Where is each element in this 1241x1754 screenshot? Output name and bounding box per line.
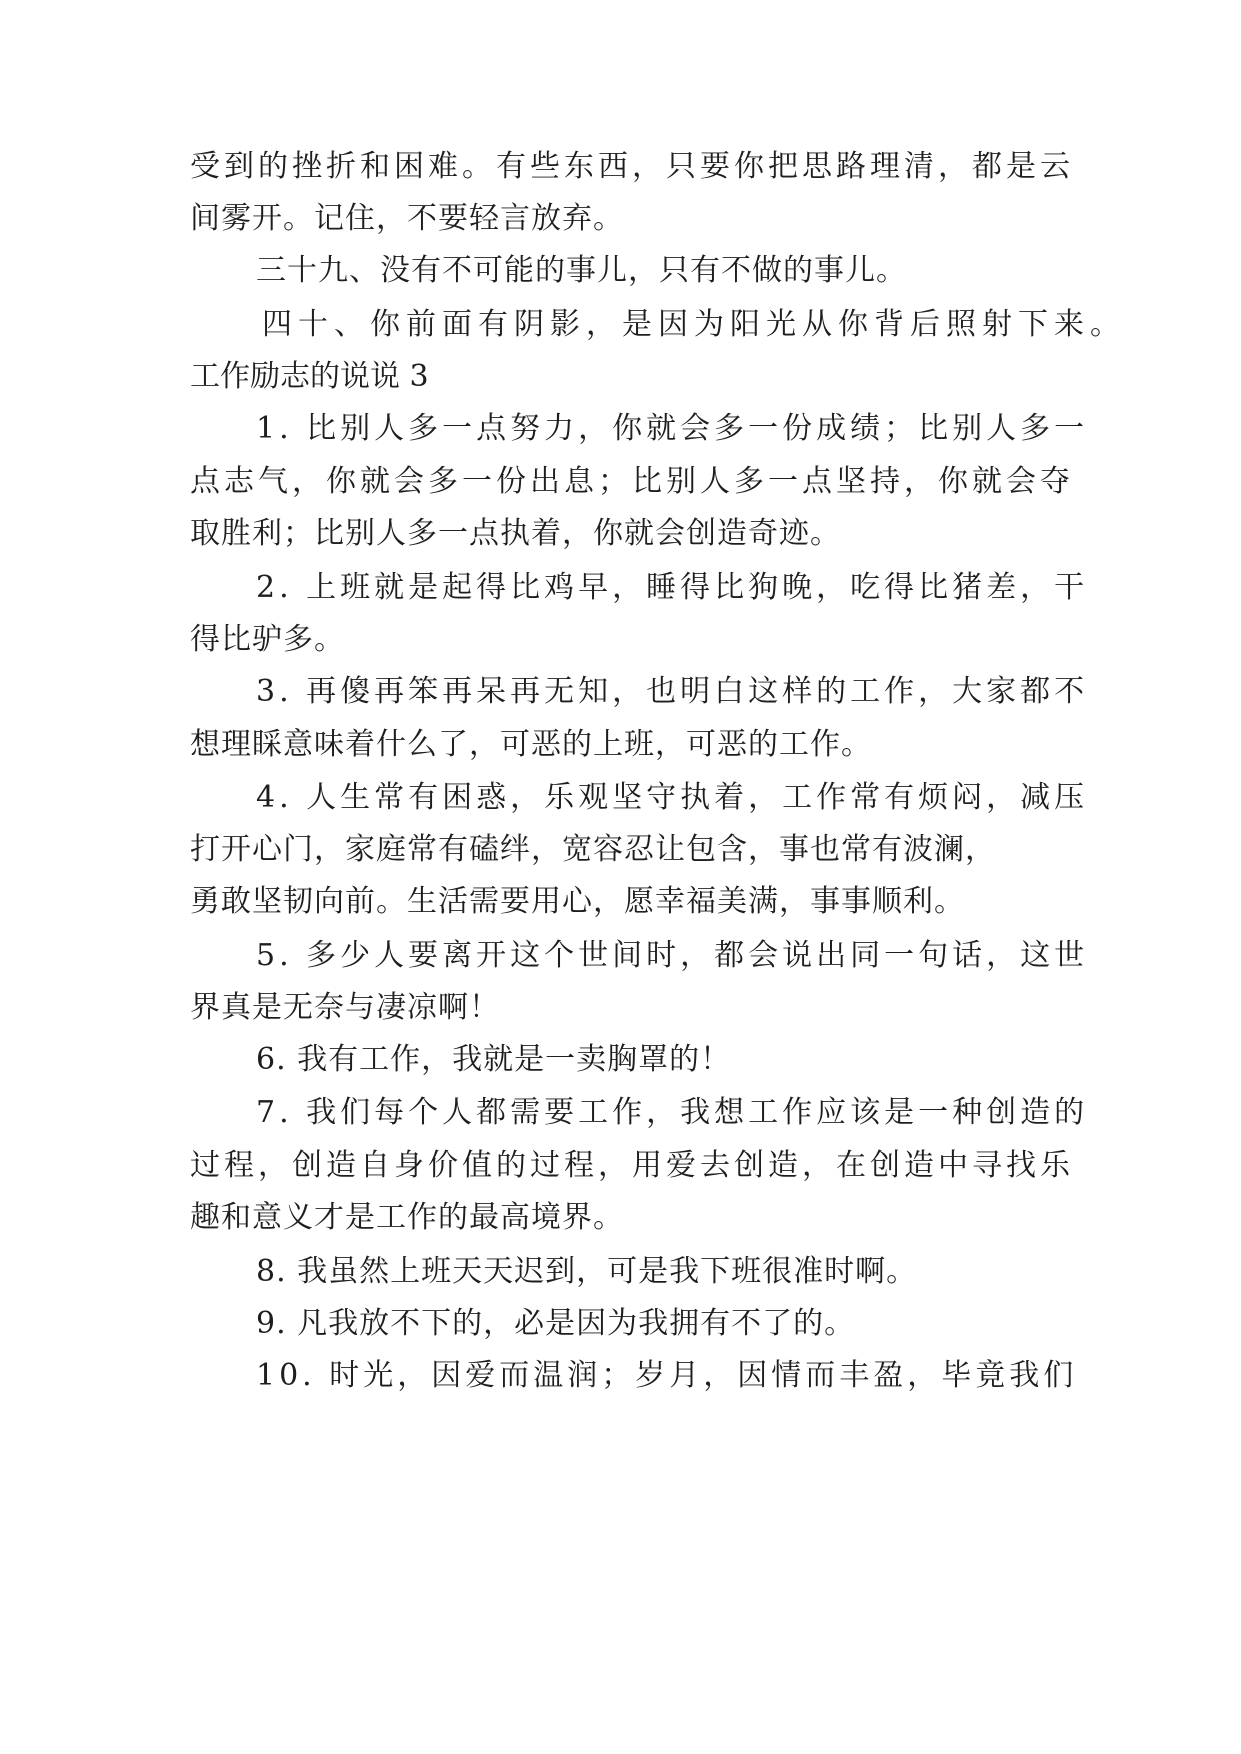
paragraph-line: 过程，创造自身价值的过程，用爱去创造，在创造中寻找乐 (190, 1148, 1074, 1183)
paragraph-line: 取胜利；比别人多一点执着，你就会创造奇迹。 (190, 516, 841, 551)
paragraph-line: 想理睬意味着什么了，可恶的上班，可恶的工作。 (190, 727, 872, 762)
paragraph-line: 1. 比别人多一点努力，你就会多一份成绩；比别人多一 (256, 411, 1089, 446)
paragraph-line: 10. 时光，因爱而温润；岁月，因情而丰盈，毕竟我们 (256, 1358, 1078, 1393)
paragraph-line: 打开心门，家庭常有磕绊，宽容忍让包含，事也常有波澜， (190, 832, 996, 867)
paragraph-line: 三十九、没有不可能的事儿，只有不做的事儿。 (256, 253, 907, 288)
section-heading: 工作励志的说说 3 (190, 359, 429, 394)
paragraph-line: 受到的挫折和困难。有些东西，只要你把思路理清，都是云 (190, 149, 1074, 184)
paragraph-line: 5. 多少人要离开这个世间时，都会说出同一句话，这世 (256, 938, 1089, 973)
paragraph-line: 四十、你前面有阴影，是因为阳光从你背后照射下来。 (262, 307, 1126, 342)
paragraph-line: 得比驴多。 (190, 622, 345, 657)
paragraph-line: 7. 我们每个人都需要工作，我想工作应该是一种创造的 (256, 1095, 1089, 1130)
paragraph-line: 9. 凡我放不下的，必是因为我拥有不了的。 (256, 1306, 856, 1341)
paragraph-line: 界真是无奈与凄凉啊！ (190, 990, 500, 1025)
paragraph-line: 点志气，你就会多一份出息；比别人多一点坚持，你就会夺 (190, 464, 1074, 499)
paragraph-line: 6. 我有工作，我就是一卖胸罩的！ (256, 1042, 732, 1077)
paragraph-line: 3. 再傻再笨再呆再无知，也明白这样的工作，大家都不 (256, 674, 1089, 709)
paragraph-line: 2. 上班就是起得比鸡早，睡得比狗晚，吃得比猪差，干 (256, 570, 1089, 605)
paragraph-line: 8. 我虽然上班天天迟到，可是我下班很准时啊。 (256, 1254, 918, 1289)
paragraph-line: 勇敢坚韧向前。生活需要用心，愿幸福美满，事事顺利。 (190, 884, 965, 919)
paragraph-line: 4. 人生常有困惑，乐观坚守执着，工作常有烦闷，减压 (256, 780, 1089, 815)
paragraph-line: 间雾开。记住，不要轻言放弃。 (190, 201, 624, 236)
paragraph-line: 趣和意义才是工作的最高境界。 (190, 1200, 624, 1235)
